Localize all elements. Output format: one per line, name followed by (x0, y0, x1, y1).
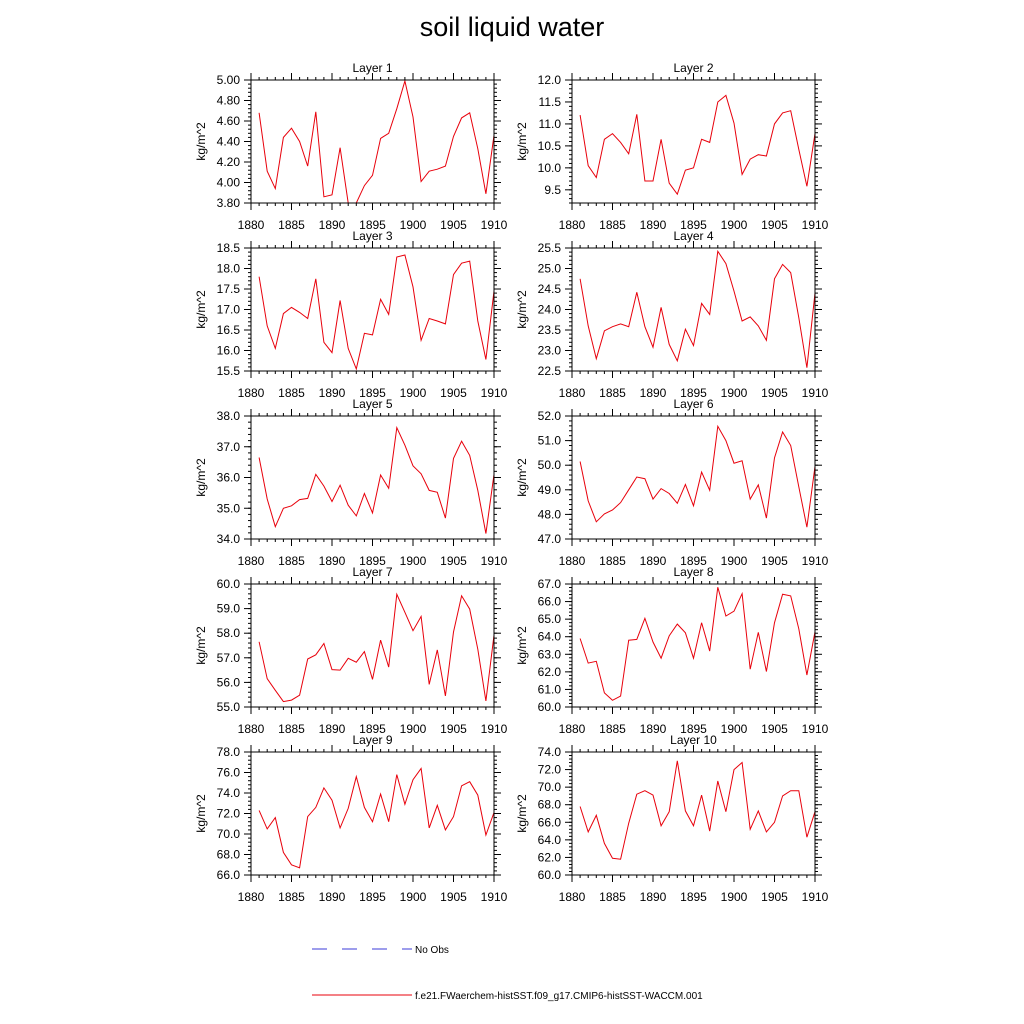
panel-layer-10 (515, 733, 829, 904)
x-tick-label: 1905 (761, 890, 788, 904)
y-tick-label: 24.0 (537, 302, 561, 317)
x-tick-label: 1880 (558, 554, 586, 568)
y-tick-label: 68.0 (216, 847, 240, 862)
plot-frame (251, 80, 494, 203)
plot-frame (572, 248, 815, 371)
plot-frame (251, 752, 494, 875)
y-tick-label: 64.0 (537, 629, 561, 644)
y-axis-label: kg/m^2 (194, 458, 208, 497)
x-tick-label: 1900 (399, 722, 427, 736)
y-tick-label: 18.0 (216, 261, 240, 276)
y-axis-label: kg/m^2 (194, 290, 208, 329)
y-tick-label: 49.0 (537, 482, 561, 497)
y-tick-label: 74.0 (216, 786, 240, 800)
y-tick-label: 16.0 (216, 343, 240, 358)
y-tick-label: 22.5 (537, 364, 561, 378)
y-axis-label: kg/m^2 (194, 794, 208, 833)
y-tick-label: 68.0 (537, 797, 561, 812)
x-tick-label: 1885 (599, 386, 626, 400)
panel-title: Layer 3 (352, 229, 393, 243)
panel-layer-6 (515, 397, 829, 568)
y-tick-label: 25.5 (537, 241, 561, 255)
y-tick-label: 50.0 (537, 458, 561, 473)
x-tick-label: 1880 (237, 386, 265, 400)
series-line (580, 761, 815, 859)
y-tick-label: 25.0 (537, 261, 561, 276)
y-tick-label: 4.80 (216, 93, 240, 108)
x-tick-label: 1885 (278, 554, 305, 568)
y-tick-label: 17.5 (216, 282, 240, 296)
panel-title: Layer 10 (670, 733, 717, 747)
x-tick-label: 1885 (599, 554, 626, 568)
figure-title: soil liquid water (419, 12, 605, 42)
panel-title: Layer 4 (673, 229, 714, 243)
y-tick-label: 61.0 (537, 682, 561, 697)
y-tick-label: 62.0 (537, 664, 561, 679)
x-tick-label: 1910 (480, 890, 508, 904)
x-tick-label: 1910 (801, 386, 829, 400)
series-line (580, 95, 815, 194)
x-tick-label: 1890 (318, 722, 346, 736)
y-tick-label: 70.0 (537, 780, 561, 795)
y-tick-label: 55.0 (216, 700, 240, 714)
x-tick-label: 1890 (318, 554, 346, 568)
series-line (580, 251, 815, 367)
x-tick-label: 1890 (639, 722, 667, 736)
x-tick-label: 1910 (480, 386, 508, 400)
x-tick-label: 1880 (237, 218, 265, 232)
y-axis-label: kg/m^2 (194, 122, 208, 161)
y-tick-label: 65.0 (537, 612, 561, 627)
x-tick-label: 1880 (237, 554, 265, 568)
y-tick-label: 51.0 (537, 433, 561, 448)
x-tick-label: 1910 (801, 218, 829, 232)
series-line (259, 81, 494, 203)
x-tick-label: 1880 (237, 722, 265, 736)
y-tick-label: 12.0 (537, 73, 561, 87)
y-tick-label: 67.0 (537, 577, 561, 591)
y-tick-label: 38.0 (216, 409, 240, 423)
x-tick-label: 1885 (278, 722, 305, 736)
x-tick-label: 1910 (480, 218, 508, 232)
x-tick-label: 1905 (440, 386, 467, 400)
y-tick-label: 78.0 (216, 745, 240, 759)
y-tick-label: 37.0 (216, 439, 240, 454)
plot-frame (572, 584, 815, 707)
y-tick-label: 59.0 (216, 601, 240, 616)
y-axis-label: kg/m^2 (515, 290, 529, 329)
y-tick-label: 4.20 (216, 155, 240, 169)
series-line (259, 594, 494, 701)
y-tick-label: 64.0 (537, 832, 561, 847)
x-tick-label: 1905 (761, 722, 788, 736)
y-tick-label: 17.0 (216, 302, 240, 317)
x-tick-label: 1895 (359, 218, 386, 232)
x-tick-label: 1885 (599, 890, 626, 904)
x-tick-label: 1900 (720, 554, 748, 568)
y-tick-label: 23.0 (537, 343, 561, 358)
plot-frame (251, 584, 494, 707)
plot-frame (572, 752, 815, 875)
legend-obs-label: No Obs (415, 945, 449, 956)
legend-model-label: f.e21.FWaerchem-histSST.f09_g17.CMIP6-histSST-WACCM.001 (415, 991, 703, 1002)
y-tick-label: 72.0 (537, 762, 561, 777)
y-tick-label: 23.5 (537, 323, 561, 337)
y-tick-label: 52.0 (537, 409, 561, 423)
x-tick-label: 1905 (761, 218, 788, 232)
x-tick-label: 1900 (399, 218, 427, 232)
x-tick-label: 1895 (359, 386, 386, 400)
x-tick-label: 1905 (761, 554, 788, 568)
x-tick-label: 1905 (440, 722, 467, 736)
x-tick-label: 1900 (720, 386, 748, 400)
x-tick-label: 1910 (480, 722, 508, 736)
x-tick-label: 1885 (599, 722, 626, 736)
x-tick-label: 1900 (399, 386, 427, 400)
series-line (259, 428, 494, 534)
y-axis-label: kg/m^2 (515, 458, 529, 497)
y-tick-label: 60.0 (537, 868, 561, 882)
panel-title: Layer 6 (673, 397, 714, 411)
panel-layer-4 (515, 229, 829, 400)
x-tick-label: 1905 (440, 218, 467, 232)
y-tick-label: 4.40 (216, 134, 240, 149)
x-tick-label: 1900 (720, 218, 748, 232)
y-tick-label: 76.0 (216, 765, 240, 780)
y-tick-label: 4.60 (216, 114, 240, 128)
y-tick-label: 5.00 (216, 73, 240, 87)
y-tick-label: 63.0 (537, 647, 561, 662)
y-tick-label: 35.0 (216, 501, 240, 516)
y-tick-label: 66.0 (537, 815, 561, 830)
x-tick-label: 1900 (399, 890, 427, 904)
plot-frame (251, 416, 494, 539)
x-tick-label: 1895 (359, 554, 386, 568)
y-tick-label: 3.80 (216, 196, 240, 210)
y-tick-label: 9.5 (544, 182, 561, 197)
y-tick-label: 48.0 (537, 507, 561, 522)
series-line (259, 255, 494, 369)
x-tick-label: 1900 (720, 890, 748, 904)
y-tick-label: 74.0 (537, 745, 561, 759)
plot-frame (572, 80, 815, 203)
x-tick-label: 1890 (318, 218, 346, 232)
y-tick-label: 66.0 (216, 868, 240, 882)
x-tick-label: 1900 (399, 554, 427, 568)
x-tick-label: 1885 (278, 890, 305, 904)
x-tick-label: 1910 (801, 890, 829, 904)
panel-title: Layer 9 (352, 733, 393, 747)
y-axis-label: kg/m^2 (515, 794, 529, 833)
x-tick-label: 1885 (278, 218, 305, 232)
x-tick-label: 1910 (801, 722, 829, 736)
y-axis-label: kg/m^2 (515, 626, 529, 665)
panel-layer-2 (515, 61, 829, 232)
panel-title: Layer 7 (352, 565, 393, 579)
y-tick-label: 60.0 (537, 700, 561, 714)
y-tick-label: 11.0 (538, 116, 561, 131)
x-tick-label: 1890 (639, 890, 667, 904)
y-tick-label: 36.0 (216, 470, 240, 485)
x-tick-label: 1895 (359, 722, 386, 736)
x-tick-label: 1880 (558, 890, 586, 904)
plot-frame (572, 416, 815, 539)
x-tick-label: 1895 (680, 890, 707, 904)
y-tick-label: 16.5 (216, 323, 240, 337)
y-tick-label: 47.0 (537, 532, 561, 546)
y-tick-label: 72.0 (216, 806, 240, 821)
legend (312, 945, 703, 1002)
x-tick-label: 1905 (761, 386, 788, 400)
x-tick-label: 1890 (639, 386, 667, 400)
panels-group (194, 61, 829, 904)
x-tick-label: 1880 (558, 218, 586, 232)
panel-layer-7 (194, 565, 508, 736)
y-tick-label: 66.0 (537, 594, 561, 609)
series-line (259, 768, 494, 867)
y-tick-label: 58.0 (216, 626, 240, 641)
x-tick-label: 1890 (639, 218, 667, 232)
y-tick-label: 10.0 (537, 160, 561, 175)
series-line (580, 587, 815, 700)
panel-title: Layer 2 (673, 61, 714, 75)
y-tick-label: 57.0 (216, 650, 240, 665)
panel-title: Layer 1 (352, 61, 393, 75)
y-axis-label: kg/m^2 (194, 626, 208, 665)
panel-layer-8 (515, 565, 829, 736)
x-tick-label: 1895 (680, 554, 707, 568)
x-tick-label: 1895 (680, 722, 707, 736)
series-line (580, 426, 815, 527)
x-tick-label: 1880 (237, 890, 265, 904)
x-tick-label: 1895 (680, 218, 707, 232)
x-tick-label: 1890 (639, 554, 667, 568)
x-tick-label: 1905 (440, 890, 467, 904)
y-tick-label: 56.0 (216, 675, 240, 690)
y-tick-label: 4.00 (216, 175, 240, 190)
x-tick-label: 1895 (680, 386, 707, 400)
x-tick-label: 1885 (599, 218, 626, 232)
y-tick-label: 11.5 (538, 94, 561, 109)
panel-title: Layer 5 (352, 397, 393, 411)
y-tick-label: 34.0 (216, 532, 240, 546)
plot-frame (251, 248, 494, 371)
x-tick-label: 1910 (480, 554, 508, 568)
panel-layer-1 (194, 61, 508, 232)
y-axis-label: kg/m^2 (515, 122, 529, 161)
y-tick-label: 70.0 (216, 827, 240, 841)
panel-layer-9 (194, 733, 508, 904)
x-tick-label: 1880 (558, 722, 586, 736)
x-tick-label: 1895 (359, 890, 386, 904)
panel-layer-3 (194, 229, 508, 400)
x-tick-label: 1885 (278, 386, 305, 400)
y-tick-label: 15.5 (216, 364, 240, 378)
y-tick-label: 18.5 (216, 241, 240, 255)
x-tick-label: 1880 (558, 386, 586, 400)
x-tick-label: 1900 (720, 722, 748, 736)
y-tick-label: 60.0 (216, 577, 240, 591)
y-tick-label: 10.5 (537, 138, 561, 153)
panel-layer-5 (194, 397, 508, 568)
x-tick-label: 1890 (318, 386, 346, 400)
x-tick-label: 1890 (318, 890, 346, 904)
panel-title: Layer 8 (673, 565, 714, 579)
x-tick-label: 1905 (440, 554, 467, 568)
y-tick-label: 24.5 (537, 282, 561, 296)
x-tick-label: 1910 (801, 554, 829, 568)
y-tick-label: 62.0 (537, 850, 561, 865)
